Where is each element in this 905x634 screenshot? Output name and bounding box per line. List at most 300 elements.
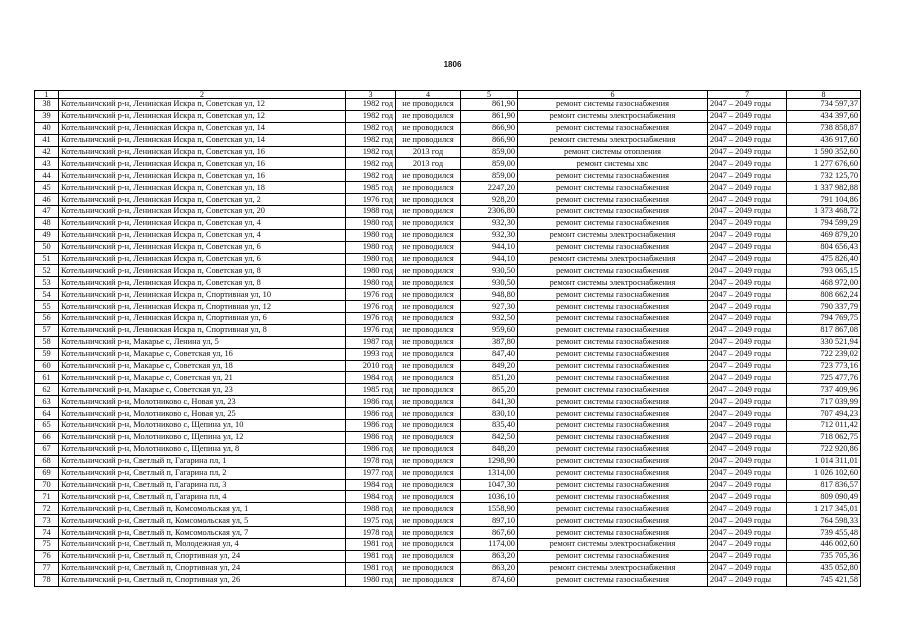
cell-address: Котельничский р-н, Ленинская Искра п, Советская ул, 2 [59,194,346,206]
cell-build-year: 1982 год [346,170,396,182]
cell-row-number: 50 [35,241,59,253]
cell-repair-period: 2047 – 2049 годы [708,550,787,562]
table-row [35,538,861,550]
cell-area: 859,00 [461,158,518,170]
table-row [35,562,861,574]
cell-cost: 764 598,33 [787,515,861,527]
page-number: 1806 [443,60,462,69]
table-row [35,396,861,408]
cell-address: Котельничский р-н, Молотниково с, Щепина ул, 10 [59,420,346,432]
cell-address: Котельничский р-н, Молотниково с, Щепина ул, 8 [59,443,346,455]
cell-area: 897,10 [461,515,518,527]
cell-repair-period: 2047 – 2049 годы [708,538,787,550]
cell-address: Котельничский р-н, Макарье с, Советская ул, 21 [59,372,346,384]
table-row [35,408,861,420]
cell-cost: 723 773,16 [787,360,861,372]
cell-repair-type: ремонт системы газоснабжения [518,455,708,467]
cell-address: Котельничский р-н, Ленинская Искра п, Советская ул, 8 [59,265,346,277]
table-body [35,99,861,587]
cell-address: Котельничский р-н, Ленинская Искра п, Спортивная ул, 8 [59,324,346,336]
cell-build-year: 1976 год [346,313,396,325]
cell-repair-period: 2047 – 2049 годы [708,134,787,146]
cell-build-year: 1988 год [346,206,396,218]
cell-row-number: 49 [35,229,59,241]
cell-cost: 734 597,37 [787,99,861,111]
table-row [35,206,861,218]
cell-area: 849,20 [461,360,518,372]
cell-row-number: 69 [35,467,59,479]
cell-build-year: 1982 год [346,146,396,158]
table-row [35,336,861,348]
cell-last-repair-year: 2013 год [396,158,461,170]
cell-area: 861,90 [461,110,518,122]
cell-repair-type: ремонт системы газоснабжения [518,336,708,348]
cell-build-year: 1980 год [346,253,396,265]
cell-cost: 817 836,57 [787,479,861,491]
cell-area: 959,60 [461,324,518,336]
cell-area: 2247,20 [461,182,518,194]
cell-repair-period: 2047 – 2049 годы [708,313,787,325]
cell-area: 835,40 [461,420,518,432]
cell-cost: 435 052,80 [787,562,861,574]
cell-row-number: 59 [35,348,59,360]
cell-address: Котельничский р-н, Светлый п, Гагарина пл, 3 [59,479,346,491]
cell-address: Котельничский р-н, Макарье с, Советская ул, 16 [59,348,346,360]
cell-area: 387,80 [461,336,518,348]
cell-row-number: 45 [35,182,59,194]
cell-repair-period: 2047 – 2049 годы [708,431,787,443]
cell-area: 866,90 [461,134,518,146]
cell-cost: 1 590 352,60 [787,146,861,158]
cell-address: Котельничский р-н, Светлый п, Спортивная ул, 24 [59,550,346,562]
cell-repair-period: 2047 – 2049 годы [708,265,787,277]
header-col-5: 5 [461,91,518,99]
cell-cost: 468 972,00 [787,277,861,289]
cell-repair-type: ремонт системы газоснабжения [518,301,708,313]
cell-cost: 446 002,60 [787,538,861,550]
cell-last-repair-year: не проводился [396,455,461,467]
cell-row-number: 60 [35,360,59,372]
cell-repair-period: 2047 – 2049 годы [708,241,787,253]
cell-row-number: 42 [35,146,59,158]
cell-repair-period: 2047 – 2049 годы [708,503,787,515]
table-row [35,229,861,241]
cell-row-number: 40 [35,122,59,134]
cell-cost: 722 920,86 [787,443,861,455]
cell-repair-period: 2047 – 2049 годы [708,110,787,122]
cell-last-repair-year: не проводился [396,550,461,562]
table-row [35,420,861,432]
cell-row-number: 56 [35,313,59,325]
cell-address: Котельничский р-н, Ленинская Искра п, Спортивная ул, 12 [59,301,346,313]
table-row [35,277,861,289]
cell-repair-type: ремонт системы газоснабжения [518,372,708,384]
cell-address: Котельничский р-н, Макарье с, Советская ул, 18 [59,360,346,372]
cell-area: 842,50 [461,431,518,443]
cell-area: 944,10 [461,253,518,265]
cell-repair-type: ремонт системы газоснабжения [518,360,708,372]
cell-last-repair-year: не проводился [396,110,461,122]
table-row [35,384,861,396]
cell-build-year: 1980 год [346,229,396,241]
cell-address: Котельничский р-н, Ленинская Искра п, Советская ул, 4 [59,229,346,241]
cell-build-year: 1984 год [346,372,396,384]
table-row [35,550,861,562]
cell-repair-period: 2047 – 2049 годы [708,99,787,111]
cell-repair-period: 2047 – 2049 годы [708,408,787,420]
table-row [35,443,861,455]
cell-cost: 808 662,24 [787,289,861,301]
cell-repair-type: ремонт системы электроснабжения [518,562,708,574]
cell-address: Котельничский р-н, Ленинская Искра п, Советская ул, 6 [59,241,346,253]
table-row [35,455,861,467]
cell-address: Котельничский р-н, Светлый п, Комсомольская ул, 1 [59,503,346,515]
cell-repair-period: 2047 – 2049 годы [708,562,787,574]
cell-address: Котельничский р-н, Светлый п, Гагарина пл, 2 [59,467,346,479]
header-col-1: 1 [35,91,59,99]
cell-build-year: 1978 год [346,455,396,467]
table-row [35,134,861,146]
cell-address: Котельничский р-н, Ленинская Искра п, Советская ул, 12 [59,110,346,122]
cell-address: Котельничский р-н, Светлый п, Спортивная ул, 24 [59,562,346,574]
cell-build-year: 1982 год [346,134,396,146]
cell-last-repair-year: не проводился [396,562,461,574]
table-row [35,122,861,134]
cell-row-number: 39 [35,110,59,122]
cell-address: Котельничский р-н, Ленинская Искра п, Советская ул, 14 [59,122,346,134]
cell-cost: 735 705,36 [787,550,861,562]
cell-last-repair-year: не проводился [396,372,461,384]
cell-row-number: 51 [35,253,59,265]
cell-cost: 725 477,76 [787,372,861,384]
cell-last-repair-year: не проводился [396,324,461,336]
cell-area: 841,30 [461,396,518,408]
cell-build-year: 1985 год [346,182,396,194]
cell-repair-type: ремонт системы газоснабжения [518,515,708,527]
cell-repair-period: 2047 – 2049 годы [708,229,787,241]
cell-last-repair-year: не проводился [396,515,461,527]
cell-row-number: 48 [35,217,59,229]
cell-repair-period: 2047 – 2049 годы [708,443,787,455]
cell-repair-type: ремонт системы электроснабжения [518,538,708,550]
cell-cost: 1 337 982,88 [787,182,861,194]
cell-repair-period: 2047 – 2049 годы [708,170,787,182]
cell-area: 1314,00 [461,467,518,479]
cell-area: 1298,90 [461,455,518,467]
cell-address: Котельничский р-н, Молотниково с, Щепина ул, 12 [59,431,346,443]
cell-repair-period: 2047 – 2049 годы [708,324,787,336]
cell-repair-period: 2047 – 2049 годы [708,360,787,372]
cell-build-year: 1976 год [346,301,396,313]
cell-last-repair-year: не проводился [396,420,461,432]
cell-area: 1047,30 [461,479,518,491]
cell-row-number: 65 [35,420,59,432]
cell-row-number: 44 [35,170,59,182]
cell-build-year: 1976 год [346,324,396,336]
cell-repair-period: 2047 – 2049 годы [708,372,787,384]
cell-last-repair-year: не проводился [396,313,461,325]
cell-repair-type: ремонт системы газоснабжения [518,574,708,586]
cell-last-repair-year: не проводился [396,277,461,289]
table-row [35,170,861,182]
table-row [35,515,861,527]
cell-build-year: 1981 год [346,562,396,574]
cell-build-year: 1982 год [346,99,396,111]
cell-repair-type: ремонт системы газоснабжения [518,491,708,503]
table-row [35,99,861,111]
cell-area: 863,20 [461,550,518,562]
cell-last-repair-year: не проводился [396,384,461,396]
cell-last-repair-year: не проводился [396,241,461,253]
cell-row-number: 73 [35,515,59,527]
cell-build-year: 1980 год [346,217,396,229]
cell-repair-period: 2047 – 2049 годы [708,491,787,503]
cell-row-number: 38 [35,99,59,111]
cell-cost: 817 867,08 [787,324,861,336]
cell-row-number: 78 [35,574,59,586]
cell-repair-period: 2047 – 2049 годы [708,515,787,527]
header-col-8: 8 [787,91,861,99]
cell-area: 851,20 [461,372,518,384]
cell-repair-type: ремонт системы газоснабжения [518,182,708,194]
table-row [35,217,861,229]
cell-last-repair-year: не проводился [396,527,461,539]
cell-cost: 1 277 676,60 [787,158,861,170]
cell-row-number: 55 [35,301,59,313]
table-row [35,146,861,158]
cell-repair-type: ремонт системы газоснабжения [518,408,708,420]
cell-repair-period: 2047 – 2049 годы [708,574,787,586]
cell-repair-period: 2047 – 2049 годы [708,396,787,408]
cell-row-number: 43 [35,158,59,170]
cell-row-number: 52 [35,265,59,277]
cell-last-repair-year: не проводился [396,348,461,360]
cell-last-repair-year: не проводился [396,467,461,479]
table-row [35,467,861,479]
cell-address: Котельничский р-н, Светлый п, Гагарина пл, 4 [59,491,346,503]
cell-cost: 712 011,42 [787,420,861,432]
table-row [35,324,861,336]
cell-build-year: 1984 год [346,491,396,503]
cell-cost: 1 217 345,01 [787,503,861,515]
cell-build-year: 1988 год [346,503,396,515]
cell-address: Котельничский р-н, Ленинская Искра п, Советская ул, 20 [59,206,346,218]
cell-repair-period: 2047 – 2049 годы [708,194,787,206]
header-col-7: 7 [708,91,787,99]
cell-area: 928,20 [461,194,518,206]
cell-repair-period: 2047 – 2049 годы [708,253,787,265]
cell-address: Котельничский р-н, Ленинская Искра п, Советская ул, 6 [59,253,346,265]
cell-address: Котельничский р-н, Светлый п, Молодежная ул, 4 [59,538,346,550]
cell-repair-type: ремонт системы газоснабжения [518,289,708,301]
table-row [35,372,861,384]
cell-last-repair-year: не проводился [396,265,461,277]
table-row [35,479,861,491]
cell-cost: 809 090,49 [787,491,861,503]
cell-repair-type: ремонт системы электроснабжения [518,253,708,265]
cell-address: Котельничский р-н, Светлый п, Комсомольская ул, 5 [59,515,346,527]
cell-address: Котельничский р-н, Ленинская Искра п, Советская ул, 14 [59,134,346,146]
cell-area: 865,20 [461,384,518,396]
cell-build-year: 2010 год [346,360,396,372]
cell-repair-type: ремонт системы электроснабжения [518,134,708,146]
table-row [35,289,861,301]
cell-last-repair-year: не проводился [396,491,461,503]
cell-row-number: 74 [35,527,59,539]
cell-area: 944,10 [461,241,518,253]
cell-build-year: 1985 год [346,384,396,396]
cell-last-repair-year: не проводился [396,396,461,408]
cell-repair-period: 2047 – 2049 годы [708,467,787,479]
cell-address: Котельничский р-н, Ленинская Искра п, Советская ул, 4 [59,217,346,229]
cell-repair-type: ремонт системы газоснабжения [518,396,708,408]
cell-row-number: 76 [35,550,59,562]
cell-area: 830,10 [461,408,518,420]
cell-row-number: 68 [35,455,59,467]
cell-address: Котельничский р-н, Молотниково с, Новая ул, 23 [59,396,346,408]
cell-build-year: 1978 год [346,527,396,539]
table-row [35,503,861,515]
cell-area: 2306,80 [461,206,518,218]
table-row [35,491,861,503]
cell-area: 867,60 [461,527,518,539]
cell-repair-period: 2047 – 2049 годы [708,420,787,432]
table-row [35,265,861,277]
cell-repair-type: ремонт системы газоснабжения [518,313,708,325]
cell-cost: 1 373 468,72 [787,206,861,218]
table-row [35,253,861,265]
table-row [35,431,861,443]
table-row [35,182,861,194]
cell-last-repair-year: не проводился [396,122,461,134]
cell-cost: 1 026 102,60 [787,467,861,479]
cell-repair-type: ремонт системы газоснабжения [518,550,708,562]
cell-address: Котельничский р-н, Ленинская Искра п, Спортивная ул, 6 [59,313,346,325]
cell-build-year: 1980 год [346,265,396,277]
cell-row-number: 70 [35,479,59,491]
cell-build-year: 1986 год [346,443,396,455]
cell-cost: 804 656,43 [787,241,861,253]
cell-row-number: 53 [35,277,59,289]
cell-cost: 475 826,40 [787,253,861,265]
cell-build-year: 1986 год [346,420,396,432]
cell-build-year: 1982 год [346,122,396,134]
cell-last-repair-year: не проводился [396,206,461,218]
cell-repair-period: 2047 – 2049 годы [708,455,787,467]
cell-build-year: 1982 год [346,110,396,122]
cell-row-number: 58 [35,336,59,348]
cell-cost: 434 397,60 [787,110,861,122]
cell-repair-period: 2047 – 2049 годы [708,122,787,134]
cell-repair-type: ремонт системы газоснабжения [518,503,708,515]
cell-row-number: 71 [35,491,59,503]
cell-last-repair-year: не проводился [396,301,461,313]
table-row [35,527,861,539]
cell-area: 847,40 [461,348,518,360]
cell-row-number: 67 [35,443,59,455]
cell-repair-period: 2047 – 2049 годы [708,182,787,194]
header-col-4: 4 [396,91,461,99]
table-row [35,574,861,586]
cell-address: Котельничский р-н, Светлый п, Спортивная ул, 26 [59,574,346,586]
cell-row-number: 64 [35,408,59,420]
cell-repair-type: ремонт системы газоснабжения [518,324,708,336]
cell-row-number: 66 [35,431,59,443]
cell-last-repair-year: не проводился [396,360,461,372]
cell-repair-type: ремонт системы отопления [518,146,708,158]
cell-last-repair-year: не проводился [396,217,461,229]
cell-build-year: 1984 год [346,479,396,491]
capital-repair-table [34,90,861,587]
cell-area: 861,90 [461,99,518,111]
cell-row-number: 47 [35,206,59,218]
cell-repair-type: ремонт системы газоснабжения [518,170,708,182]
cell-repair-period: 2047 – 2049 годы [708,289,787,301]
cell-last-repair-year: не проводился [396,408,461,420]
header-col-2: 2 [59,91,346,99]
cell-row-number: 77 [35,562,59,574]
cell-build-year: 1980 год [346,277,396,289]
cell-address: Котельничский р-н, Светлый п, Гагарина пл, 1 [59,455,346,467]
cell-last-repair-year: не проводился [396,479,461,491]
table-row [35,360,861,372]
cell-repair-type: ремонт системы газоснабжения [518,348,708,360]
cell-area: 1036,10 [461,491,518,503]
cell-area: 866,90 [461,122,518,134]
cell-last-repair-year: не проводился [396,431,461,443]
cell-build-year: 1977 год [346,467,396,479]
cell-build-year: 1980 год [346,241,396,253]
cell-repair-type: ремонт системы хвс [518,158,708,170]
cell-build-year: 1986 год [346,431,396,443]
cell-address: Котельничский р-н, Светлый п, Комсомольская ул, 7 [59,527,346,539]
cell-cost: 790 337,79 [787,301,861,313]
cell-repair-period: 2047 – 2049 годы [708,301,787,313]
table-header-row [35,91,861,99]
cell-area: 848,20 [461,443,518,455]
cell-build-year: 1981 год [346,550,396,562]
cell-last-repair-year: 2013 год [396,146,461,158]
cell-cost: 436 917,60 [787,134,861,146]
cell-build-year: 1982 год [346,158,396,170]
cell-cost: 469 879,20 [787,229,861,241]
cell-row-number: 54 [35,289,59,301]
cell-area: 863,20 [461,562,518,574]
cell-area: 927,30 [461,301,518,313]
cell-repair-type: ремонт системы газоснабжения [518,122,708,134]
cell-repair-type: ремонт системы газоснабжения [518,241,708,253]
table-row [35,110,861,122]
cell-cost: 793 065,15 [787,265,861,277]
cell-row-number: 75 [35,538,59,550]
cell-repair-period: 2047 – 2049 годы [708,527,787,539]
cell-address: Котельничский р-н, Молотниково с, Новая ул, 25 [59,408,346,420]
cell-row-number: 62 [35,384,59,396]
cell-last-repair-year: не проводился [396,253,461,265]
table-row [35,301,861,313]
cell-area: 948,80 [461,289,518,301]
cell-last-repair-year: не проводился [396,229,461,241]
table-row [35,313,861,325]
cell-area: 874,60 [461,574,518,586]
cell-area: 930,50 [461,265,518,277]
cell-last-repair-year: не проводился [396,289,461,301]
cell-cost: 739 455,48 [787,527,861,539]
cell-cost: 1 014 311,01 [787,455,861,467]
cell-address: Котельничский р-н, Ленинская Искра п, Советская ул, 16 [59,170,346,182]
table-row [35,241,861,253]
cell-repair-type: ремонт системы газоснабжения [518,420,708,432]
